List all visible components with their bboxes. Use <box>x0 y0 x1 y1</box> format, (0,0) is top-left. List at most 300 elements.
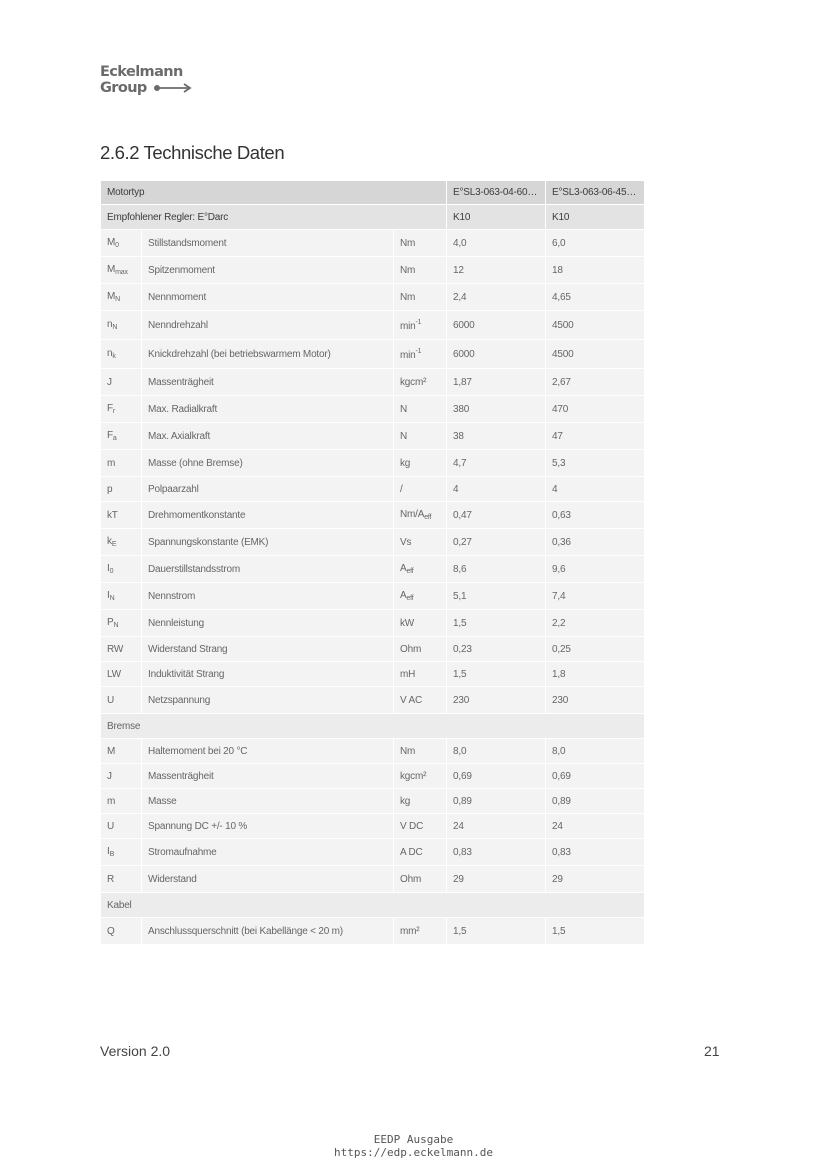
value-col2-cell <box>546 556 645 583</box>
symbol-cell <box>101 814 142 839</box>
symbol-cell-text: I <box>107 563 110 574</box>
description-cell-text: Stillstandsmoment <box>148 237 227 249</box>
description-cell-text: Widerstand Strang <box>148 643 228 655</box>
symbol-cell <box>101 583 142 610</box>
eedp-line-2: https://edp.eckelmann.de <box>334 1146 493 1159</box>
subscript: N <box>115 296 120 303</box>
description-cell <box>142 739 394 764</box>
value-col2-cell-text: 4500 <box>552 348 574 360</box>
unit-cell <box>394 257 447 284</box>
unit-cell <box>394 583 447 610</box>
symbol-cell <box>101 284 142 311</box>
subscript: k <box>112 353 116 360</box>
description-cell-text: Spitzenmoment <box>148 264 215 276</box>
subscript: 0 <box>115 242 119 249</box>
value-col1-cell-text: 38 <box>453 430 464 442</box>
value-col1-cell <box>447 918 546 945</box>
symbol-cell <box>101 311 142 340</box>
table-row <box>101 662 645 687</box>
value-col2-cell <box>546 610 645 637</box>
value-col1-cell-text: 1,5 <box>453 668 467 680</box>
value-col1-cell-text: 230 <box>453 694 470 706</box>
unit-cell <box>394 866 447 893</box>
symbol-cell <box>101 739 142 764</box>
unit-cell <box>394 764 447 789</box>
value-col2-cell <box>546 814 645 839</box>
value-col1-cell-text: 1,87 <box>453 376 472 388</box>
description-cell-text: Spannung DC +/- 10 % <box>148 820 248 832</box>
symbol-cell <box>101 369 142 396</box>
section-row <box>101 714 645 739</box>
subscript: r <box>112 408 116 415</box>
symbol-cell-text: LW <box>107 668 121 680</box>
value-col1-cell-text: 29 <box>453 873 464 885</box>
symbol-cell <box>101 918 142 945</box>
symbol-cell-text: U <box>107 820 115 832</box>
technical-data-table <box>100 180 645 945</box>
logo-arrow-icon <box>153 80 193 96</box>
value-col2-cell-text: 0,83 <box>552 846 571 858</box>
symbol-cell <box>101 502 142 529</box>
value-col1-cell-text: 4 <box>453 483 459 495</box>
value-col1-cell-text: 0,23 <box>453 643 472 655</box>
unit-cell <box>394 918 447 945</box>
motor-type-col1: E°SL3-063-04-60… <box>447 181 546 205</box>
value-col1-cell <box>447 814 546 839</box>
table-row <box>101 284 645 311</box>
unit-cell-text: Ohm <box>400 873 422 885</box>
value-col1-cell-text: 0,89 <box>453 795 472 807</box>
value-col2-cell <box>546 340 645 369</box>
unit-cell <box>394 423 447 450</box>
symbol-cell <box>101 610 142 637</box>
value-col2-cell <box>546 764 645 789</box>
value-col2-cell <box>546 311 645 340</box>
table-row <box>101 789 645 814</box>
description-cell-text: Spannungskonstante (EMK) <box>148 536 269 548</box>
value-col1-cell <box>447 789 546 814</box>
description-cell-text: Knickdrehzahl (bei betriebswarmem Motor) <box>148 348 331 360</box>
value-col1-cell <box>447 839 546 866</box>
table-header-row <box>101 181 645 205</box>
value-col1-cell <box>447 450 546 477</box>
value-col1-cell-text: 24 <box>453 820 464 832</box>
section-label: Kabel <box>101 893 645 918</box>
description-cell-text: Massenträgheit <box>148 376 214 388</box>
description-cell <box>142 918 394 945</box>
table-row <box>101 340 645 369</box>
unit-cell-text: Nm <box>400 291 416 303</box>
symbol-cell-text: M <box>107 745 116 757</box>
controller-row <box>101 205 645 230</box>
controller-col1: K10 <box>447 205 546 230</box>
value-col2-cell <box>546 866 645 893</box>
value-col2-cell-text: 230 <box>552 694 569 706</box>
unit-cell-text: mH <box>400 668 416 680</box>
value-col1-cell <box>447 423 546 450</box>
value-col1-cell <box>447 866 546 893</box>
symbol-cell-text: n <box>107 319 113 330</box>
description-cell <box>142 450 394 477</box>
symbol-cell <box>101 477 142 502</box>
symbol-cell-text: P <box>107 617 114 628</box>
unit-cell <box>394 369 447 396</box>
symbol-cell <box>101 764 142 789</box>
eckelmann-logo <box>100 64 193 96</box>
subscript: a <box>112 435 117 442</box>
symbol-cell-text: J <box>107 770 112 782</box>
table-row <box>101 311 645 340</box>
unit-cell <box>394 739 447 764</box>
symbol-cell-text: k <box>107 536 112 547</box>
value-col2-cell-text: 18 <box>552 264 563 276</box>
description-cell-text: Netzspannung <box>148 694 211 706</box>
value-col2-cell <box>546 789 645 814</box>
value-col2-cell-text: 470 <box>552 403 569 415</box>
symbol-cell <box>101 637 142 662</box>
table-row <box>101 396 645 423</box>
value-col1-cell <box>447 477 546 502</box>
value-col2-cell <box>546 839 645 866</box>
description-cell <box>142 556 394 583</box>
value-col2-cell-text: 8,0 <box>552 745 566 757</box>
value-col1-cell <box>447 529 546 556</box>
symbol-cell-text: R <box>107 873 115 885</box>
symbol-cell <box>101 340 142 369</box>
value-col2-cell-text: 2,2 <box>552 617 566 629</box>
symbol-cell <box>101 789 142 814</box>
value-col1-cell <box>447 230 546 257</box>
value-col2-cell-text: 0,36 <box>552 536 571 548</box>
value-col2-cell-text: 7,4 <box>552 590 566 602</box>
symbol-cell-text: U <box>107 694 115 706</box>
value-col2-cell <box>546 502 645 529</box>
subscript: N <box>112 324 118 331</box>
description-cell-text: Stromaufnahme <box>148 846 217 858</box>
value-col2-cell-text: 0,69 <box>552 770 571 782</box>
table-row <box>101 739 645 764</box>
symbol-cell-text: M <box>107 291 116 302</box>
value-col2-cell <box>546 257 645 284</box>
unit-cell <box>394 662 447 687</box>
section-title: 2.6.2 Technische Daten <box>100 142 285 163</box>
value-col2-cell <box>546 739 645 764</box>
unit-cell-text: kg <box>400 795 411 807</box>
symbol-cell <box>101 529 142 556</box>
unit-cell-text: Ohm <box>400 643 422 655</box>
description-cell-text: Nenndrehzahl <box>148 319 208 331</box>
unit-cell-text: A DC <box>400 846 423 858</box>
unit-cell-text: / <box>400 483 403 495</box>
value-col2-cell <box>546 687 645 714</box>
table-row <box>101 866 645 893</box>
unit-cell <box>394 396 447 423</box>
description-cell <box>142 529 394 556</box>
value-col2-cell-text: 4 <box>552 483 558 495</box>
symbol-cell <box>101 230 142 257</box>
table-row <box>101 637 645 662</box>
unit-cell-text: kW <box>400 617 415 629</box>
description-cell-text: Max. Axialkraft <box>148 430 211 442</box>
value-col2-cell <box>546 423 645 450</box>
symbol-cell-text: kT <box>107 509 118 521</box>
description-cell <box>142 610 394 637</box>
superscript: -1 <box>415 347 422 355</box>
value-col2-cell <box>546 450 645 477</box>
unit-cell <box>394 687 447 714</box>
table-row <box>101 230 645 257</box>
unit-cell <box>394 789 447 814</box>
unit-cell <box>394 814 447 839</box>
subscript: max <box>115 269 128 276</box>
unit-cell-text: V DC <box>400 820 424 832</box>
unit-cell-text: N <box>400 403 408 415</box>
value-col1-cell-text: 4,0 <box>453 237 467 249</box>
section-label: Bremse <box>101 714 645 739</box>
description-cell <box>142 637 394 662</box>
value-col1-cell-text: 0,83 <box>453 846 472 858</box>
value-col2-cell <box>546 529 645 556</box>
symbol-cell-text: n <box>107 348 113 359</box>
unit-cell <box>394 477 447 502</box>
table-row <box>101 556 645 583</box>
symbol-cell-text: p <box>107 483 113 495</box>
value-col1-cell-text: 0,69 <box>453 770 472 782</box>
unit-cell-text: min <box>400 320 416 332</box>
value-col2-cell <box>546 918 645 945</box>
value-col1-cell-text: 380 <box>453 403 470 415</box>
symbol-cell <box>101 662 142 687</box>
value-col1-cell <box>447 687 546 714</box>
value-col2-cell <box>546 583 645 610</box>
unit-cell-text: Nm <box>400 264 416 276</box>
value-col1-cell <box>447 340 546 369</box>
symbol-cell-text: F <box>107 403 113 414</box>
unit-cell <box>394 610 447 637</box>
description-cell <box>142 839 394 866</box>
table-row <box>101 687 645 714</box>
value-col2-cell-text: 2,67 <box>552 376 571 388</box>
description-cell <box>142 687 394 714</box>
table-row <box>101 839 645 866</box>
symbol-cell-text: m <box>107 795 116 807</box>
value-col2-cell-text: 4500 <box>552 319 574 331</box>
unit-cell-text: N <box>400 430 408 442</box>
description-cell <box>142 423 394 450</box>
value-col1-cell-text: 1,5 <box>453 925 467 937</box>
value-col2-cell <box>546 230 645 257</box>
description-cell <box>142 662 394 687</box>
value-col1-cell <box>447 257 546 284</box>
subscript: 0 <box>109 568 114 575</box>
value-col1-cell-text: 6000 <box>453 348 475 360</box>
table-row <box>101 529 645 556</box>
description-cell-text: Masse (ohne Bremse) <box>148 457 243 469</box>
description-cell-text: Drehmomentkonstante <box>148 509 246 521</box>
table-row <box>101 423 645 450</box>
unit-cell <box>394 340 447 369</box>
unit-cell-text: Nm/A <box>400 509 425 520</box>
description-cell-text: Nennleistung <box>148 617 204 629</box>
subscript: N <box>113 622 119 629</box>
description-cell <box>142 257 394 284</box>
logo-line-2-row <box>100 80 193 96</box>
value-col2-cell <box>546 637 645 662</box>
description-cell <box>142 866 394 893</box>
subscript: eff <box>406 568 414 575</box>
symbol-cell-text: I <box>107 846 110 857</box>
description-cell-text: Haltemoment bei 20 °C <box>148 745 248 757</box>
value-col2-cell-text: 5,3 <box>552 457 566 469</box>
symbol-cell <box>101 450 142 477</box>
value-col1-cell-text: 1,5 <box>453 617 467 629</box>
table-row <box>101 610 645 637</box>
eedp-line-1: EEDP Ausgabe <box>373 1133 454 1146</box>
table-row <box>101 814 645 839</box>
description-cell-text: Masse <box>148 795 177 807</box>
table-row <box>101 502 645 529</box>
section-row <box>101 893 645 918</box>
table-row <box>101 369 645 396</box>
unit-cell <box>394 230 447 257</box>
controller-label: Empfohlener Regler: E°Darc <box>101 205 447 230</box>
unit-cell-text: Vs <box>400 536 412 548</box>
symbol-cell <box>101 396 142 423</box>
value-col2-cell-text: 0,63 <box>552 509 571 521</box>
value-col2-cell-text: 0,89 <box>552 795 571 807</box>
description-cell <box>142 583 394 610</box>
description-cell <box>142 311 394 340</box>
unit-cell <box>394 529 447 556</box>
subscript: eff <box>424 514 432 521</box>
symbol-cell <box>101 866 142 893</box>
eedp-watermark <box>0 1133 827 1159</box>
unit-cell-text: kgcm² <box>400 770 427 782</box>
description-cell <box>142 396 394 423</box>
value-col1-cell <box>447 311 546 340</box>
unit-cell-text: mm² <box>400 925 420 937</box>
value-col1-cell-text: 4,7 <box>453 457 467 469</box>
subscript: eff <box>406 595 414 602</box>
table-row <box>101 583 645 610</box>
subscript: N <box>109 595 115 602</box>
controller-col2: K10 <box>546 205 645 230</box>
description-cell <box>142 230 394 257</box>
symbol-cell <box>101 687 142 714</box>
footer-page-number: 21 <box>704 1043 720 1059</box>
description-cell <box>142 814 394 839</box>
unit-cell-text: kgcm² <box>400 376 427 388</box>
symbol-cell-text: M <box>107 237 116 248</box>
logo-line-2: Group <box>100 80 147 96</box>
value-col1-cell-text: 6000 <box>453 319 475 331</box>
symbol-cell-text: RW <box>107 643 124 655</box>
value-col1-cell <box>447 583 546 610</box>
value-col2-cell <box>546 477 645 502</box>
value-col1-cell <box>447 637 546 662</box>
unit-cell <box>394 839 447 866</box>
unit-cell <box>394 637 447 662</box>
description-cell-text: Massenträgheit <box>148 770 214 782</box>
value-col1-cell <box>447 662 546 687</box>
description-cell <box>142 789 394 814</box>
unit-cell-text: kg <box>400 457 411 469</box>
symbol-cell-text: J <box>107 376 112 388</box>
unit-cell-text: Nm <box>400 237 416 249</box>
description-cell <box>142 502 394 529</box>
subscript: E <box>111 541 117 548</box>
motor-type-col2: E°SL3-063-06-45… <box>546 181 645 205</box>
value-col2-cell-text: 24 <box>552 820 563 832</box>
value-col1-cell <box>447 610 546 637</box>
description-cell-text: Nennstrom <box>148 590 196 602</box>
logo-line-1: Eckelmann <box>100 64 183 80</box>
value-col1-cell-text: 5,1 <box>453 590 467 602</box>
footer-version: Version 2.0 <box>100 1043 171 1059</box>
value-col2-cell-text: 1,8 <box>552 668 566 680</box>
table-row <box>101 477 645 502</box>
symbol-cell-text: I <box>107 590 110 601</box>
unit-cell <box>394 284 447 311</box>
unit-cell-text: A <box>400 590 407 601</box>
unit-cell-text: Nm <box>400 745 416 757</box>
description-cell-text: Widerstand <box>148 873 197 885</box>
description-cell-text: Polpaarzahl <box>148 483 199 495</box>
unit-cell <box>394 502 447 529</box>
symbol-cell <box>101 423 142 450</box>
value-col2-cell-text: 0,25 <box>552 643 571 655</box>
value-col1-cell-text: 2,4 <box>453 291 467 303</box>
symbol-cell-text: Q <box>107 925 115 937</box>
superscript: -1 <box>415 318 422 326</box>
table-row <box>101 450 645 477</box>
description-cell-text: Anschlussquerschnitt (bei Kabellänge < 20 m) <box>148 925 343 937</box>
value-col1-cell <box>447 739 546 764</box>
description-cell <box>142 284 394 311</box>
unit-cell <box>394 556 447 583</box>
value-col1-cell <box>447 556 546 583</box>
value-col1-cell-text: 8,6 <box>453 563 467 575</box>
table-row <box>101 918 645 945</box>
motortyp-label: Motortyp <box>101 181 447 205</box>
value-col1-cell <box>447 502 546 529</box>
value-col1-cell <box>447 284 546 311</box>
description-cell <box>142 340 394 369</box>
value-col2-cell-text: 4,65 <box>552 291 571 303</box>
unit-cell-text: V AC <box>400 694 422 706</box>
symbol-cell-text: F <box>107 430 113 441</box>
description-cell-text: Nennmoment <box>148 291 207 303</box>
value-col2-cell <box>546 369 645 396</box>
value-col2-cell <box>546 396 645 423</box>
value-col2-cell-text: 6,0 <box>552 237 566 249</box>
description-cell-text: Dauerstillstandsstrom <box>148 563 240 575</box>
unit-cell-text: A <box>400 563 407 574</box>
value-col1-cell-text: 12 <box>453 264 464 276</box>
unit-cell <box>394 450 447 477</box>
value-col1-cell <box>447 396 546 423</box>
description-cell-text: Induktivität Strang <box>148 668 225 680</box>
value-col2-cell-text: 1,5 <box>552 925 566 937</box>
symbol-cell <box>101 556 142 583</box>
symbol-cell <box>101 257 142 284</box>
value-col2-cell-text: 29 <box>552 873 563 885</box>
value-col1-cell <box>447 764 546 789</box>
table-row <box>101 764 645 789</box>
table-row <box>101 257 645 284</box>
subscript: B <box>109 851 115 858</box>
value-col1-cell <box>447 369 546 396</box>
